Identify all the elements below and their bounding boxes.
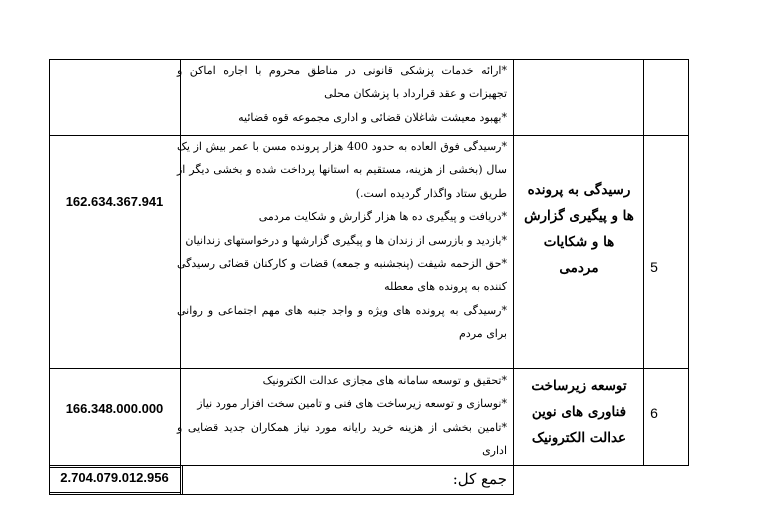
row-number: 5	[650, 259, 658, 275]
column-divider	[513, 59, 514, 495]
detail-item: *تحقیق و توسعه سامانه های مجازی عدالت الکترونیک	[262, 374, 507, 387]
row-number: 6	[650, 405, 658, 421]
detail-item: *حق الزحمه شیفت (پنجشنبه و جمعه) قضات و کارکنان قضائی رسیدگی کننده به پرونده های معطله	[177, 257, 507, 294]
row-details	[177, 59, 507, 129]
detail-item: *رسیدگی به پرونده های ویژه و واجد جنبه های مهم اجتماعی و روانی برای مردم	[177, 303, 507, 341]
total-double-line	[49, 467, 181, 468]
total-row-bottom	[49, 494, 514, 495]
detail-item: *بهبود معیشت شاغلان قضائی و اداری مجموعه قوه قضائیه	[238, 110, 507, 124]
row-details	[177, 135, 507, 346]
total-double-line	[182, 466, 183, 495]
detail-item: *نوسازی و توسعه زیرساخت های فنی و تامین سخت افزار مورد نیاز	[197, 397, 507, 411]
row-amount: 162.634.367.941	[65, 194, 164, 209]
detail-item: *دریافت و پیگیری ده ها هزار گزارش و شکایت مردمی	[258, 210, 507, 224]
row-title: رسیدگی به پرونده ها و پیگیری گزارش ها و شکایات مردمی	[524, 182, 634, 276]
row-title: توسعه زیرساخت فناوری های نوین عدالت الکترونیک	[531, 378, 627, 446]
detail-item: *بازدید و بازرسی از زندان ها و پیگیری گزارشها و درخواستهای زندانیان	[185, 233, 507, 247]
total-label: جمع کل:	[452, 470, 507, 488]
column-divider	[49, 59, 50, 495]
column-divider	[688, 59, 689, 466]
detail-item: *رسیدگی فوق العاده به حدود 400 هزار پرونده مسن با عمر بیش از یک سال (بخشی از هزینه، مستقیم به استانها پرداخت شده و بخشی دیگر از طریق ستاد واگذار گردیده است.)	[177, 140, 507, 200]
detail-item: *ارائه خدمات پزشکی قانونی در مناطق محروم با اجاره اماکن و تجهیزات و عقد قرارداد با پزشکان محلی	[177, 64, 507, 101]
row-amount: 166.348.000.000	[65, 401, 164, 416]
total-amount: 2.704.079.012.956	[60, 470, 169, 485]
total-double-line	[49, 492, 181, 493]
row-details	[177, 369, 507, 463]
detail-item: *تامین بخشی از هزینه خرید رایانه مورد نیاز همکاران جدید قضایی و اداری	[177, 420, 507, 458]
row-divider	[49, 465, 689, 466]
